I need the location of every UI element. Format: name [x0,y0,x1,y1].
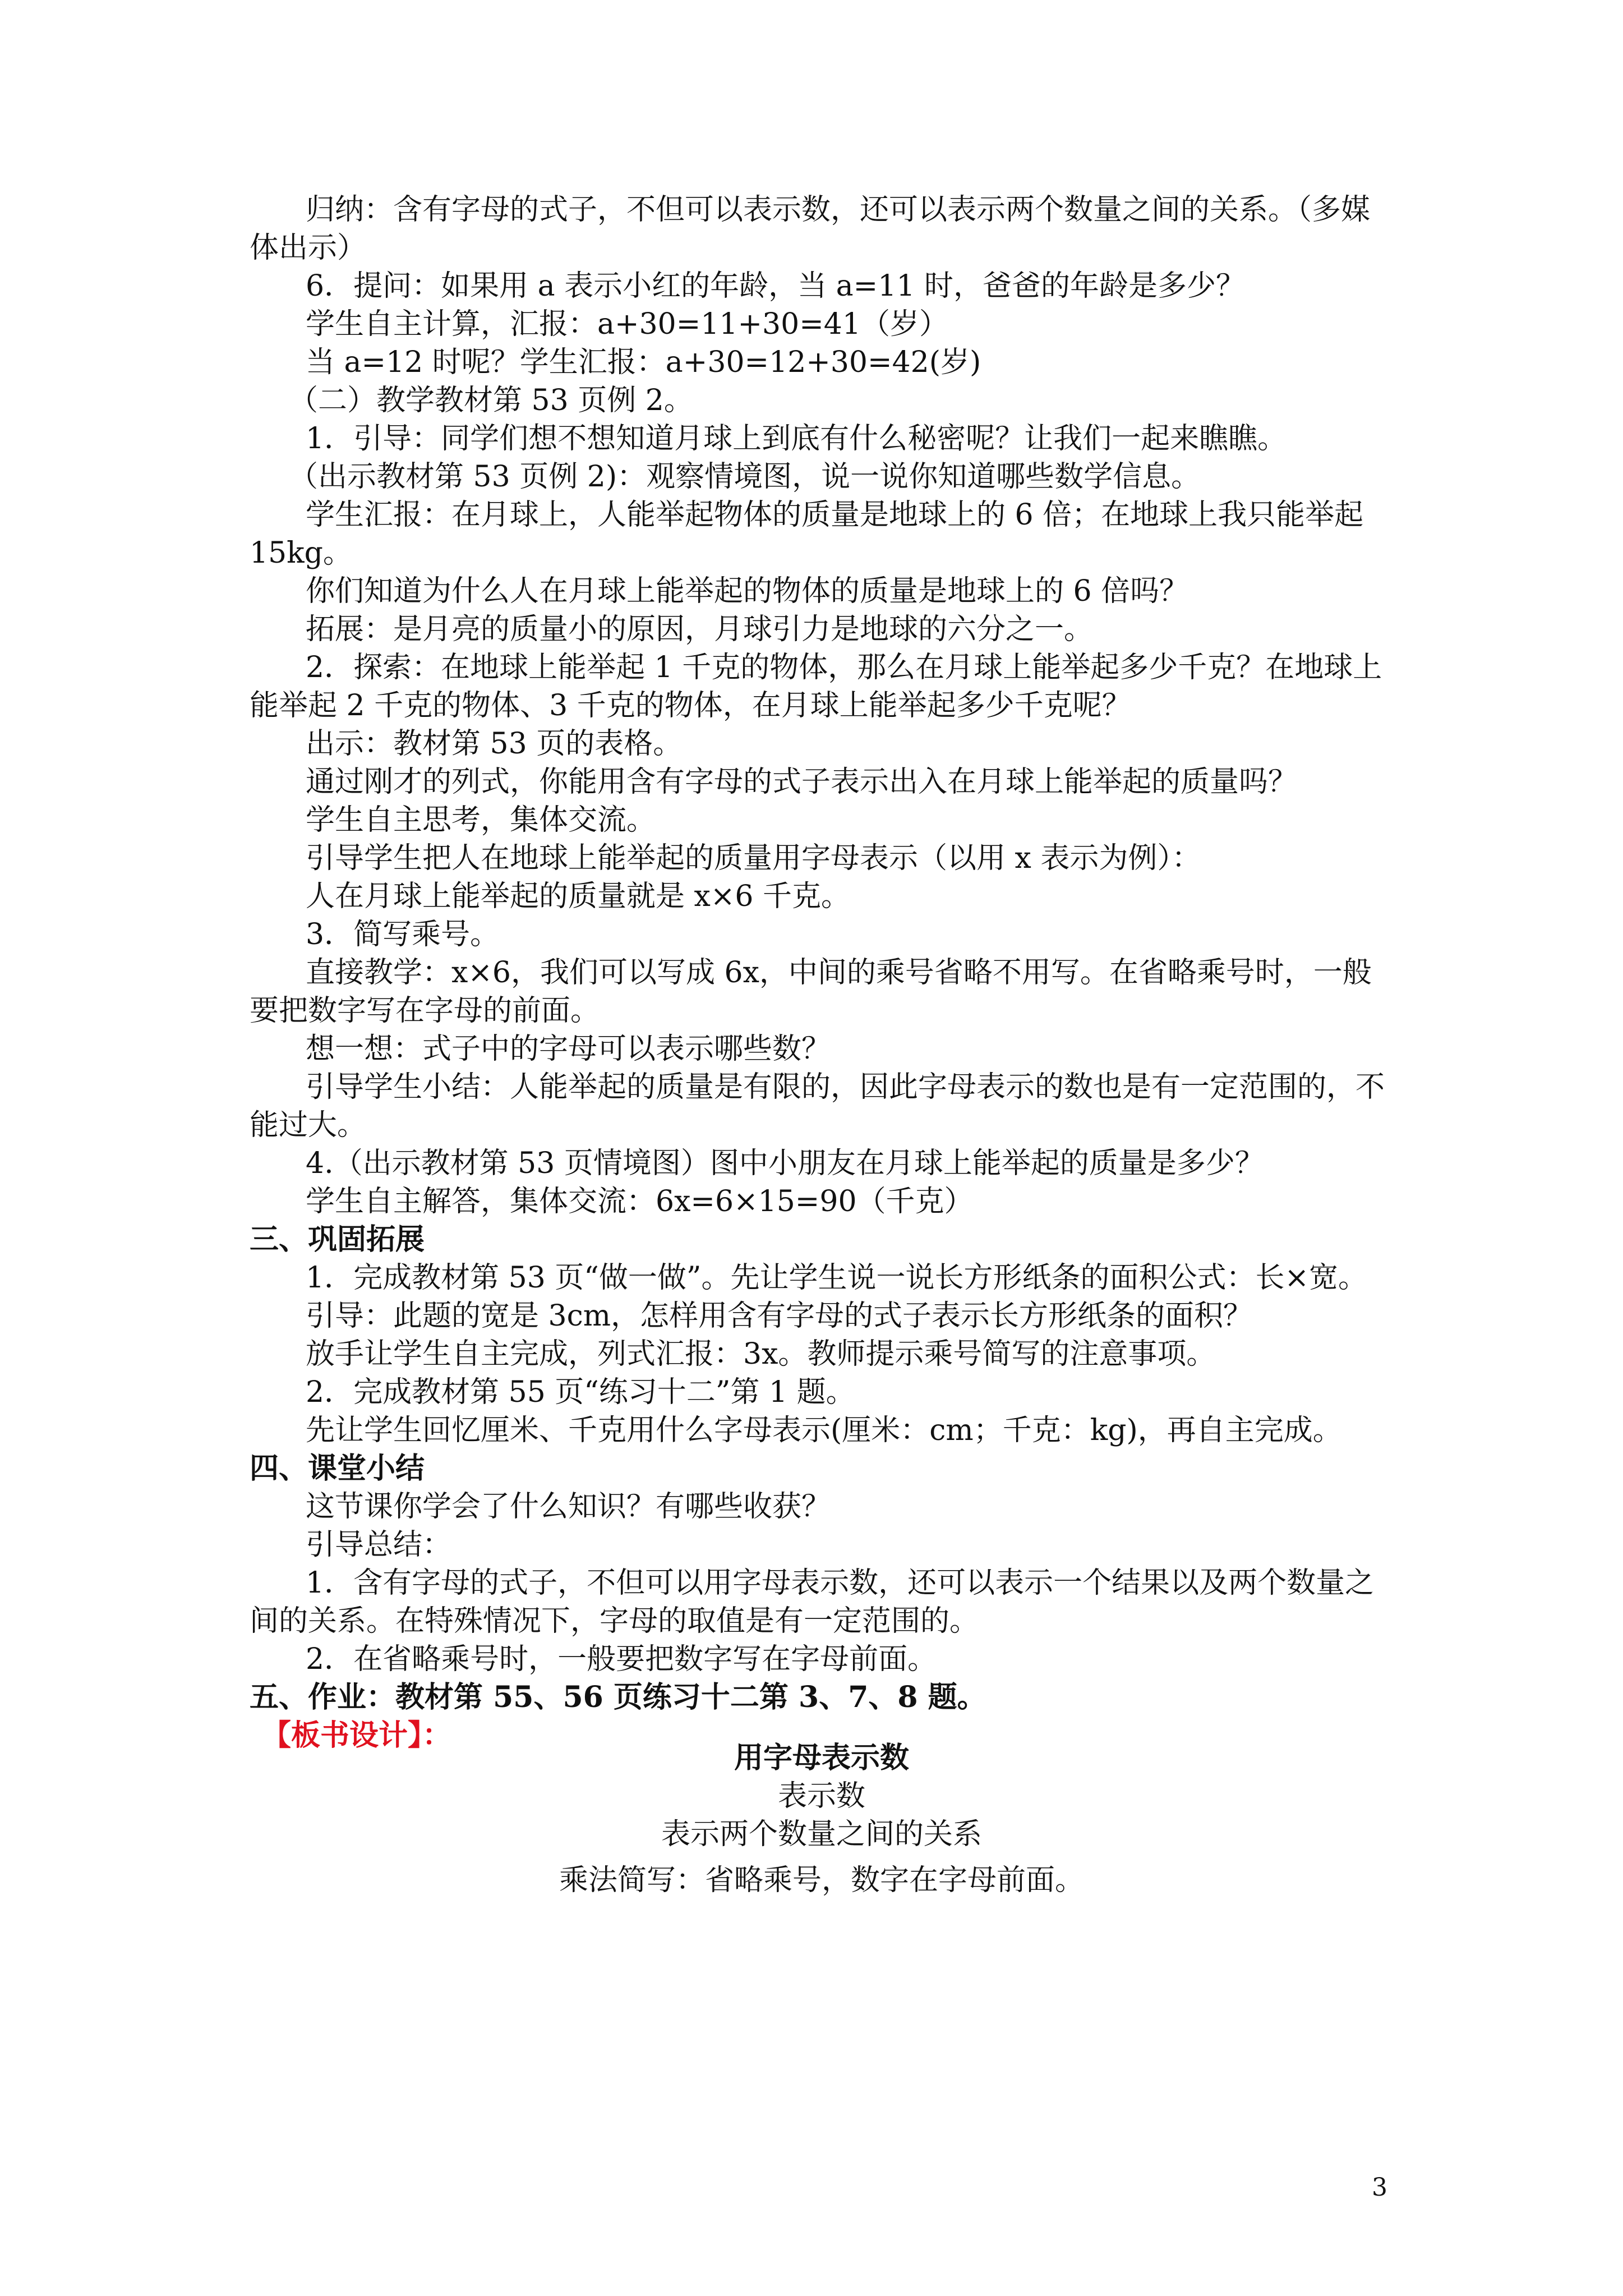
page-number: 3 [1372,2173,1387,2202]
paragraph: 拓展：是月亮的质量小的原因，月球引力是地球的六分之一。 [306,613,1094,646]
paragraph: （出示教材第 53 页例 2)：观察情境图，说一说你知道哪些数学信息。 [289,460,1201,494]
paragraph: 学生自主思考，集体交流。 [306,803,656,837]
paragraph: 1．引导：同学们想不想知道月球上到底有什么秘密呢？让我们一起来瞧瞧。 [306,422,1287,455]
lesson-body [250,191,1394,1755]
section-heading: 三、巩固拓展 [250,1222,425,1257]
board-line-3: 乘法简写：省略乘号，数字在字母前面。 [559,1864,1084,1897]
paragraph: 当 a=12 时呢？学生汇报：a+30=12+30=42(岁) [306,346,981,379]
board-design [250,1739,1394,1899]
paragraph: 2．探索：在地球上能举起 1 千克的物体，那么在月球上能举起多少千克？在地球上能举起 2 千克的物体、3 千克的物体，在月球上能举起多少千克呢？ [250,651,1382,723]
section-heading: 四、课堂小结 [250,1451,425,1485]
paragraph: 1．含有字母的式子，不但可以用字母表示数，还可以表示一个结果以及两个数量之间的关系。在特殊情况下，字母的取值是有一定范围的。 [250,1566,1375,1638]
paragraph: 学生自主解答，集体交流：6x=6×15=90（千克） [306,1185,974,1218]
paragraph: 2．完成教材第 55 页“练习十二”第 1 题。 [306,1375,855,1409]
paragraph: 引导总结： [306,1528,452,1562]
paragraph: 2．在省略乘号时，一般要把数字写在字母前面。 [306,1642,937,1676]
paragraph: 直接教学：x×6，我们可以写成 6x，中间的乘号省略不用写。在省略乘号时，一般要把数字写在字母的前面。 [250,956,1372,1028]
paragraph: 4.（出示教材第 53 页情境图）图中小朋友在月球上能举起的质量是多少？ [306,1147,1264,1180]
paragraph: 人在月球上能举起的质量就是 x×6 千克。 [306,880,851,913]
board-line-2: 表示两个数量之间的关系 [661,1818,982,1851]
paragraph: 6．提问：如果用 a 表示小红的年龄，当 a=11 时，爸爸的年龄是多少？ [306,269,1245,303]
paragraph: 3．简写乘号。 [306,918,500,951]
paragraph: 引导学生小结：人能举起的质量是有限的，因此字母表示的数也是有一定范围的，不能过大。 [250,1070,1385,1142]
paragraph: 出示：教材第 53 页的表格。 [306,727,683,761]
paragraph: 想一想：式子中的字母可以表示哪些数？ [306,1032,831,1066]
paragraph: 1．完成教材第 53 页“做一做”。先让学生说一说长方形纸条的面积公式：长×宽。 [306,1261,1368,1295]
paragraph: 放手让学生自主完成，列式汇报：3x。教师提示乘号简写的注意事项。 [306,1337,1216,1371]
paragraph: （二）教学教材第 53 页例 2。 [289,384,693,417]
paragraph: 这节课你学会了什么知识？有哪些收获？ [306,1490,831,1524]
board-title: 用字母表示数 [734,1741,909,1775]
paragraph: 学生自主计算，汇报：a+30=11+30=41（岁） [306,307,948,341]
board-design-heading: 【板书设计】： [262,1718,452,1752]
section-heading: 五、作业：教材第 55、56 页练习十二第 3、7、8 题。 [250,1680,986,1714]
paragraph: 你们知道为什么人在月球上能举起的物体的质量是地球上的 6 倍吗？ [306,574,1189,608]
paragraph: 先让学生回忆厘米、千克用什么字母表示(厘米：cm；千克：kg)，再自主完成。 [306,1414,1342,1447]
paragraph: 引导：此题的宽是 3cm，怎样用含有字母的式子表示长方形纸条的面积？ [306,1299,1253,1333]
paragraph: 通过刚才的列式，你能用含有字母的式子表示出入在月球上能举起的质量吗？ [306,765,1298,799]
paragraph: 学生汇报：在月球上，人能举起物体的质量是地球上的 6 倍；在地球上我只能举起 15kg。 [250,498,1364,570]
paragraph: 引导学生把人在地球上能举起的质量用字母表示（以用 x 表示为例）： [306,841,1201,875]
board-line-1: 表示数 [777,1779,865,1813]
paragraph: 归纳：含有字母的式子，不但可以表示数，还可以表示两个数量之间的关系。（多媒体出示） [250,193,1371,265]
